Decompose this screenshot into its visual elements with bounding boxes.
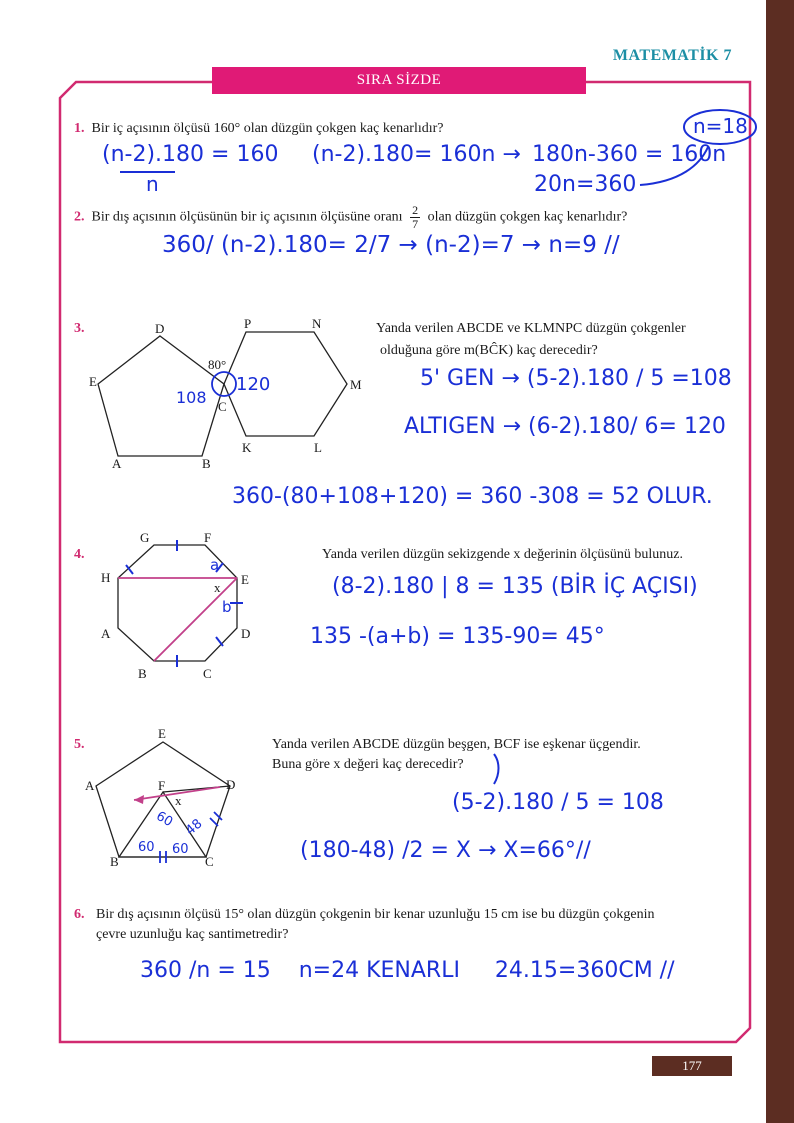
label-M: M — [350, 377, 362, 392]
section-banner: SIRA SİZDE — [212, 67, 586, 94]
label-B: B — [110, 854, 119, 869]
q3-hw-108: 108 — [176, 388, 207, 407]
label-D: D — [155, 321, 165, 336]
question-3-text-2: olduğuna göre m(BĈK) kaç derecedir? — [380, 343, 598, 358]
q5-hw-60b: 60 — [138, 840, 155, 855]
question-3-text-1: Yanda verilen ABCDE ve KLMNPC düzgün çokgenler — [376, 321, 686, 336]
label-x: x — [214, 580, 221, 595]
label-A: A — [85, 778, 95, 793]
label-B: B — [138, 666, 147, 681]
q4-hw-b: 135 -(a+b) = 135-90= 45° — [310, 624, 605, 649]
question-3-number: 3. — [74, 321, 85, 336]
label-H: H — [101, 570, 111, 585]
question-2-fraction: $\frac{2}{7}$ — [412, 203, 419, 231]
q1-hw-answer: n=18 — [693, 114, 748, 138]
q5-hw-b: (180-48) /2 = X → X=66°// — [300, 838, 591, 863]
label-K: K — [242, 440, 252, 455]
label-E: E — [241, 572, 249, 587]
label-C: C — [218, 399, 227, 414]
question-6-text-2: çevre uzunluğu kaç santimetredir? — [96, 927, 289, 942]
q5-hw-60a: 60 — [153, 808, 176, 831]
q2-hw: 360/ (n-2).180= 2/7 → (n-2)=7 → n=9 // — [162, 232, 620, 258]
label-L: L — [314, 440, 322, 455]
question-6-text-1: Bir dış açısının ölçüsü 15° olan düzgün çokgenin bir kenar uzunluğu 15 cm ise bu düzgün çokgenin — [96, 907, 655, 922]
q5-hw-60c: 60 — [172, 842, 189, 857]
q1-hw-d: 20n=360 — [534, 172, 637, 197]
question-4-text: Yanda verilen düzgün sekizgende x değerinin ölçüsünü bulunuz. — [322, 547, 683, 562]
q4-hw-a: (8-2).180 | 8 = 135 (BİR İÇ AÇISI) — [332, 574, 698, 599]
question-5-text-1: Yanda verilen ABCDE düzgün beşgen, BCF ise eşkenar üçgendir. — [272, 737, 641, 752]
label-C: C — [205, 854, 214, 869]
label-D: D — [241, 626, 251, 641]
label-D: D — [226, 777, 236, 792]
label-G: G — [140, 530, 150, 545]
q3-hw-b: ALTIGEN → (6-2).180/ 6= 120 — [404, 414, 726, 439]
q1-hw-den: n — [146, 172, 159, 196]
q4-hw-b-label: b — [222, 598, 232, 616]
q1-hw-a: (n-2).180 = 160 — [102, 142, 279, 167]
label-E: E — [89, 374, 97, 389]
q5-hw-a: (5-2).180 / 5 = 108 — [452, 790, 664, 815]
q4-hw-a-label: a — [210, 556, 220, 574]
q1-hw-c: 180n-360 = 160n — [532, 142, 727, 167]
label-C: C — [203, 666, 212, 681]
label-x: x — [175, 793, 182, 808]
label-P: P — [244, 316, 252, 331]
question-1: 1. Bir iç açısının ölçüsü 160° olan düzgün çokgen kaç kenarlıdır? — [74, 121, 444, 136]
q1-hw-b: (n-2).180= 160n → — [312, 142, 521, 167]
page-number: 177 — [652, 1056, 732, 1076]
label-F: F — [204, 530, 212, 545]
q3-hw-120: 120 — [236, 374, 271, 395]
label-B: B — [202, 456, 211, 471]
question-5-number: 5. — [74, 737, 85, 752]
q3-hw-c: 360-(80+108+120) = 360 -308 = 52 OLUR. — [232, 484, 713, 509]
q3-hw-a: 5' GEN → (5-2).180 / 5 =108 — [420, 366, 732, 391]
label-A: A — [101, 626, 111, 641]
question-1-text: Bir iç açısının ölçüsü 160° olan düzgün çokgen kaç kenarlıdır? — [91, 121, 444, 136]
question-2: 2. Bir dış açısının ölçüsünün bir iç açısının ölçüsüne oranı $\frac{2}{7}$ olan düzgün çokgen kaç kenarlıdır? — [74, 203, 628, 231]
subject-header: MATEMATİK 7 — [612, 47, 732, 64]
question-6-number: 6. — [74, 907, 85, 922]
label-F: F — [158, 778, 166, 793]
q5-hw-48: 48 — [183, 816, 206, 839]
question-5-text-2: Buna göre x değeri kaç derecedir? — [272, 757, 464, 772]
q6-hw: 360 /n = 15 n=24 KENARLI 24.15=360CM // — [140, 958, 675, 983]
label-N: N — [312, 316, 322, 331]
label-E: E — [158, 726, 166, 741]
question-4-number: 4. — [74, 547, 85, 562]
label-A: A — [112, 456, 122, 471]
angle-80: 80° — [208, 357, 227, 372]
